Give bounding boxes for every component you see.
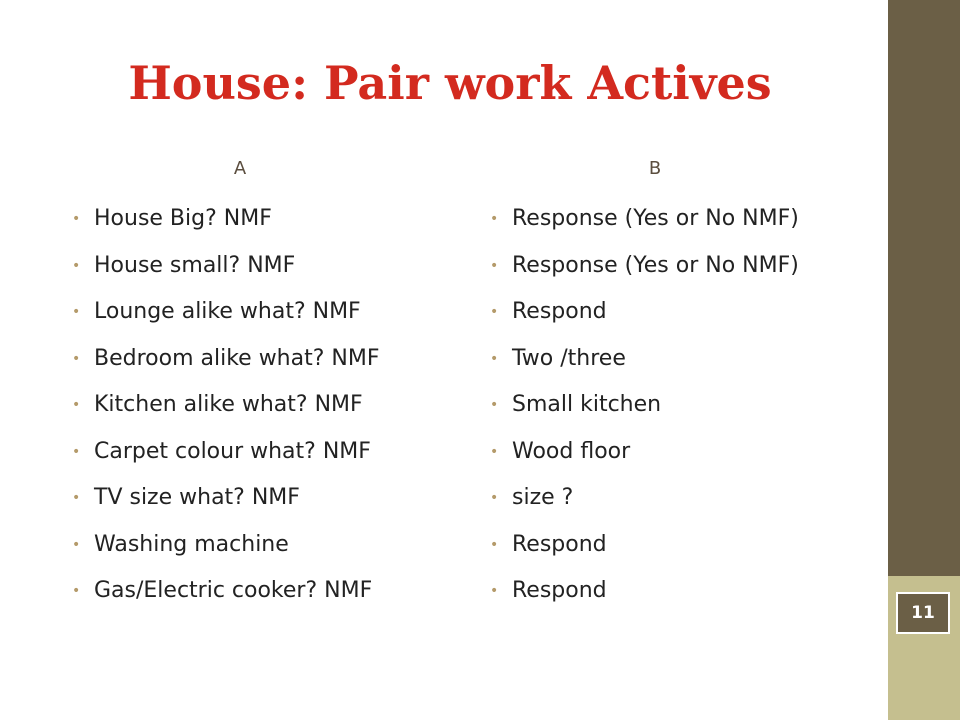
list-item-text: TV size what? NMF xyxy=(94,485,300,510)
list-item xyxy=(490,429,880,476)
slide-title: House: Pair work Actives xyxy=(128,56,772,110)
list-item xyxy=(72,243,472,290)
list-item-text: Respond xyxy=(512,578,607,603)
bullet-icon: • xyxy=(72,211,81,227)
list-item-text: Washing machine xyxy=(94,531,289,557)
list-item-text: Respond xyxy=(512,531,607,557)
list-item-text: Kitchen alike what? NMF xyxy=(94,392,363,417)
bullet-icon: • xyxy=(72,397,81,413)
list-item xyxy=(72,429,472,476)
list-item-text: Respond xyxy=(512,299,607,324)
page-number: 11 xyxy=(896,592,950,634)
list-item xyxy=(490,289,880,336)
list-item xyxy=(72,475,472,522)
bullet-icon: • xyxy=(490,490,499,506)
column-a-heading: A xyxy=(233,158,247,179)
list-item xyxy=(490,382,880,429)
list-item xyxy=(72,196,472,243)
list-item-text: House Big? NMF xyxy=(94,206,272,231)
list-item-text: size ? xyxy=(512,485,574,510)
column-b-list xyxy=(490,196,880,615)
list-item xyxy=(72,336,472,383)
list-item xyxy=(490,243,880,290)
list-item xyxy=(72,382,472,429)
list-item xyxy=(490,475,880,522)
list-item-text: Small kitchen xyxy=(512,392,662,417)
bullet-icon: • xyxy=(490,397,499,413)
bullet-icon: • xyxy=(72,583,81,599)
list-item xyxy=(72,289,472,336)
bullet-icon: • xyxy=(72,350,81,367)
bullet-icon: • xyxy=(490,257,499,274)
column-b-heading: B xyxy=(648,158,662,179)
bullet-icon: • xyxy=(490,350,499,367)
list-item-text: Wood floor xyxy=(512,438,631,464)
bullet-icon: • xyxy=(490,536,499,553)
list-item-text: Bedroom alike what? NMF xyxy=(94,345,380,371)
column-a-list xyxy=(72,196,472,615)
list-item-text: Response (Yes or No NMF) xyxy=(512,206,799,231)
bullet-icon: • xyxy=(490,211,499,227)
bullet-icon: • xyxy=(72,304,81,320)
list-item xyxy=(490,196,880,243)
bullet-icon: • xyxy=(490,304,499,320)
bullet-icon: • xyxy=(490,583,499,599)
bullet-icon: • xyxy=(72,443,81,460)
bullet-icon: • xyxy=(490,443,499,460)
list-item-text: Two /three xyxy=(512,345,626,371)
list-item xyxy=(490,336,880,383)
list-item-text: Carpet colour what? NMF xyxy=(94,438,371,464)
bullet-icon: • xyxy=(72,490,81,506)
bullet-icon: • xyxy=(72,536,81,553)
list-item-text: Lounge alike what? NMF xyxy=(94,299,361,324)
list-item xyxy=(490,522,880,569)
list-item-text: House small? NMF xyxy=(94,252,296,278)
bullet-icon: • xyxy=(72,257,81,274)
list-item xyxy=(72,522,472,569)
list-item-text: Gas/Electric cooker? NMF xyxy=(94,578,373,603)
list-item-text: Response (Yes or No NMF) xyxy=(512,252,799,278)
list-item xyxy=(72,568,472,615)
list-item xyxy=(490,568,880,615)
